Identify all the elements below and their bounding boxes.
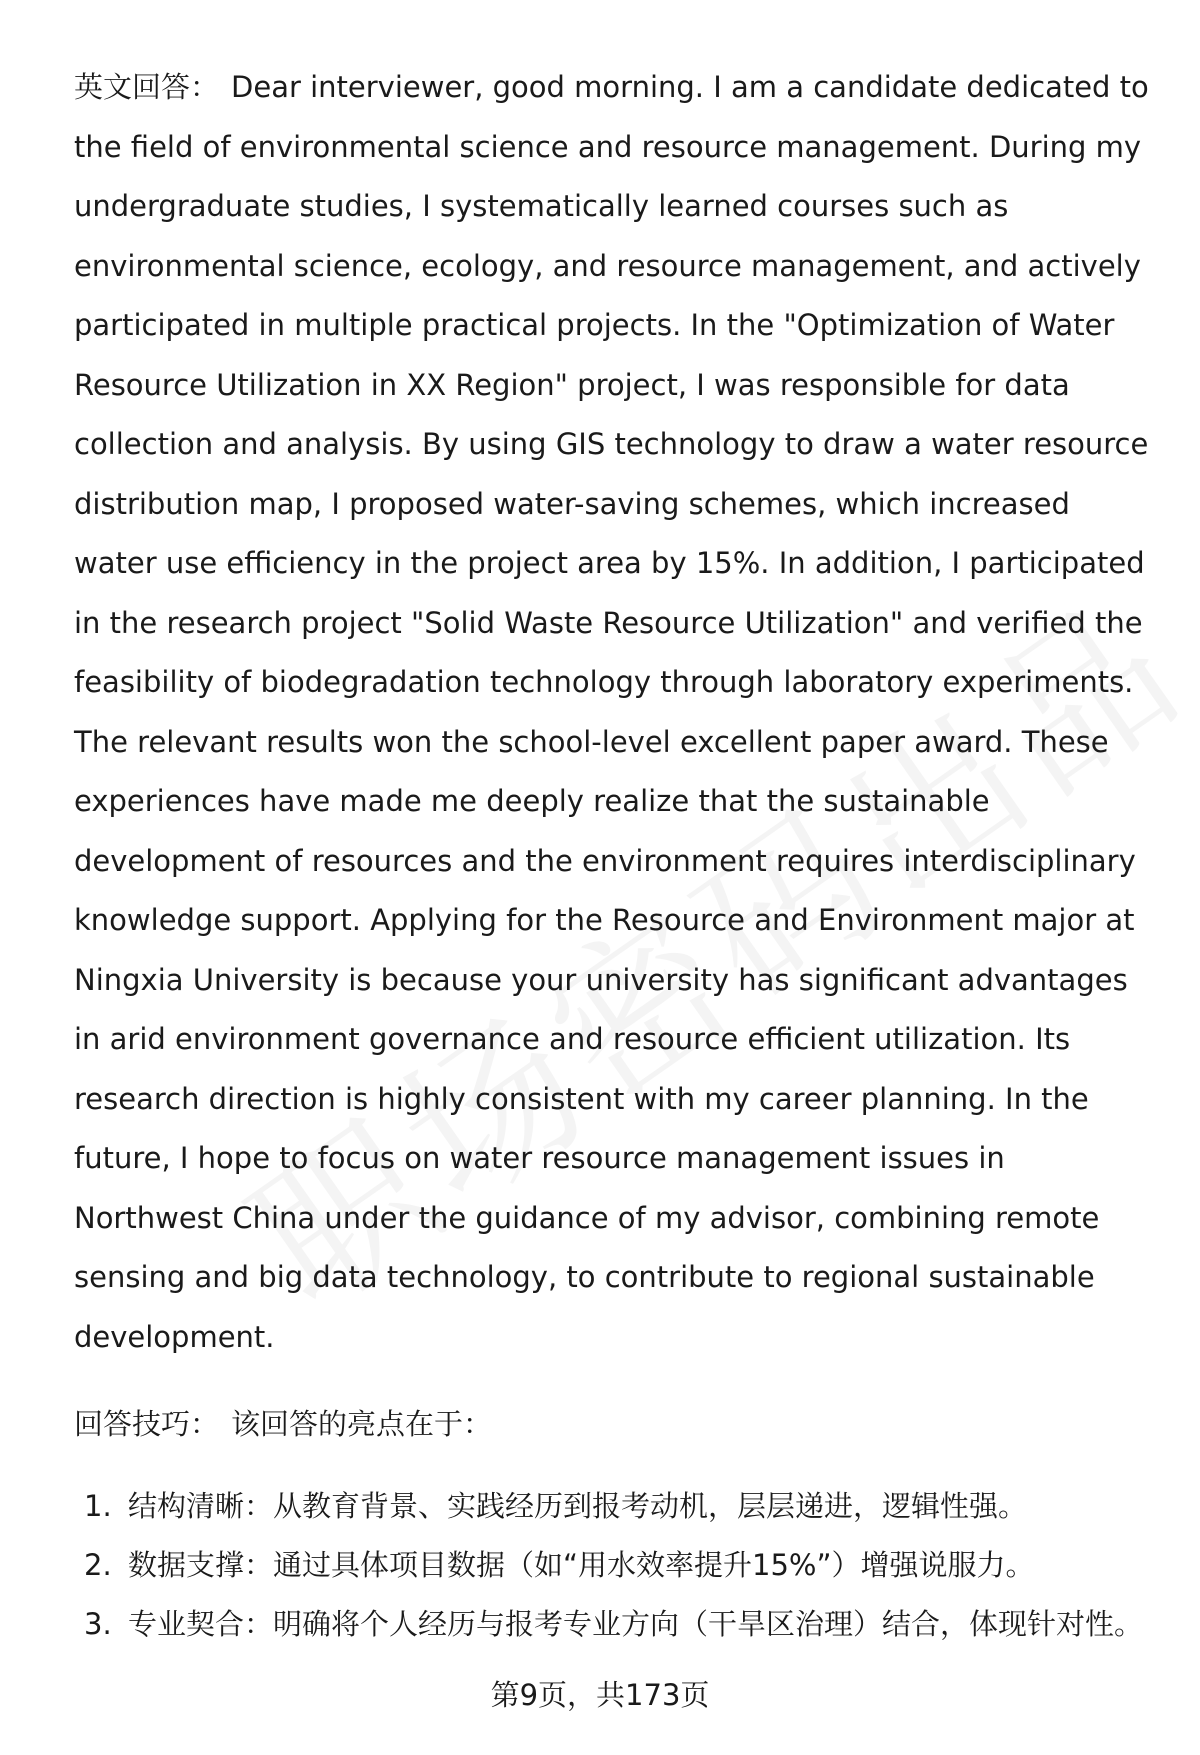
english-answer-text: Dear interviewer, good morning. I am a candidate dedicated to the field of environmental science and resource management. During my undergraduate studies, I systematically learned courses such as environmental science, ecology, and resource management, and actively participated in multiple practical projects. In the "Optimization of Water Resource Utilization in XX Region" project, I was responsible for data collection and analysis. By using GIS technology to draw a water resource distribution map, I proposed water-saving schemes, which increased water use efficiency in the project area by 15%. In addition, I participated in the research project "Solid Waste Resource Utilization" and verified the feasibility of biodegradation technology through laboratory experiments. The relevant results won the school-level excellent paper award. These experiences have made me deeply realize that the sustainable development of resources and the environment requires interdisciplinary knowledge support. Applying for the Resource and Environment major at Ningxia University is because your university has significant advantages in arid environment governance and resource efficient utilization. Its research direction is highly consistent with my career planning. In the future, I hope to focus on water resource management issues in Northwest China under the guidance of my advisor, combining remote sensing and big data technology, to contribute to regional sustainable development. <box>74 70 1149 1354</box>
list-item <box>74 1536 1154 1595</box>
list-item <box>74 1477 1154 1536</box>
tips-list <box>74 1477 1154 1654</box>
list-item <box>74 1595 1154 1654</box>
answer-tips-heading <box>74 1395 1154 1455</box>
list-item-number: 2. <box>84 1547 112 1582</box>
list-item-number: 3. <box>84 1606 112 1641</box>
list-item-text: 数据支撑：通过具体项目数据（如“用水效率提升15%”）增强说服力。 <box>128 1547 1035 1582</box>
list-item-text: 专业契合：明确将个人经历与报考专业方向（干旱区治理）结合，体现针对性。 <box>128 1606 1144 1641</box>
answer-tips-label: 回答技巧： <box>74 1407 220 1441</box>
answer-tips-intro: 该回答的亮点在于： <box>231 1407 493 1441</box>
list-item-text: 结构清晰：从教育背景、实践经历到报考动机，层层递进，逻辑性强。 <box>128 1488 1028 1523</box>
list-item-number: 1. <box>84 1488 112 1523</box>
page-number: 第9页，共173页 <box>490 1678 710 1712</box>
english-answer-paragraph <box>74 58 1154 1367</box>
english-answer-label: 英文回答： <box>74 70 220 104</box>
document-body <box>74 58 1154 1654</box>
